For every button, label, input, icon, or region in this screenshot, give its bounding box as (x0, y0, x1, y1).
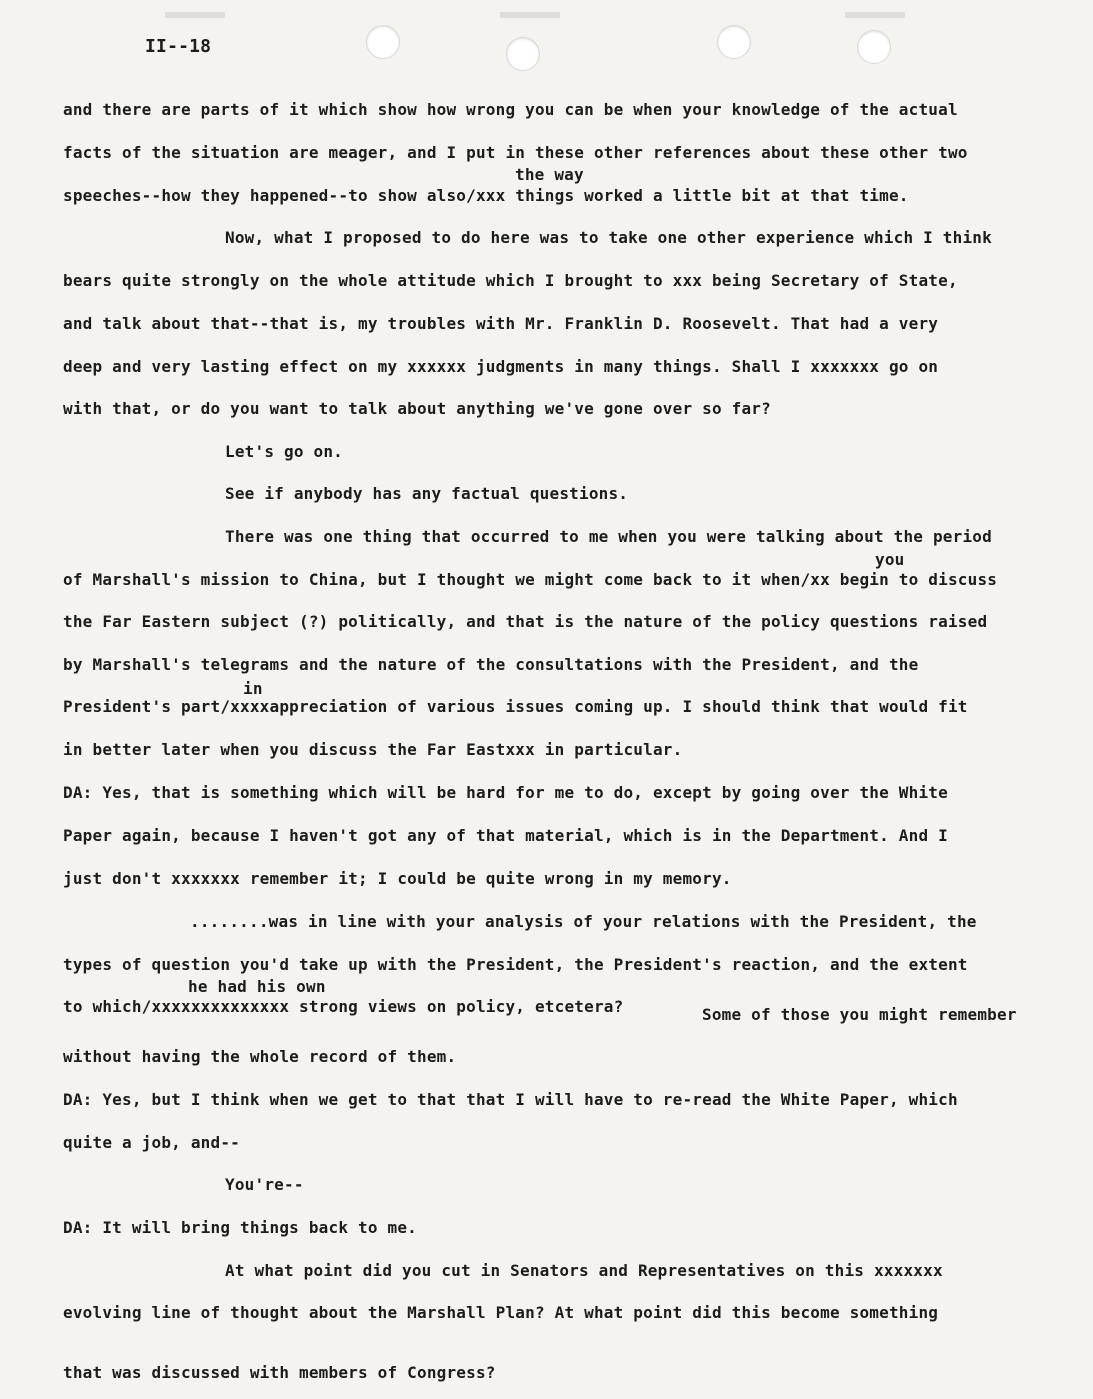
interlinear-insertion: you (875, 550, 905, 569)
text-line: Now, what I proposed to do here was to take one other experience which I think (225, 228, 992, 247)
punch-hole (506, 37, 540, 71)
text-line: DA: Yes, but I think when we get to that that I will have to re-read the White Paper, which (63, 1090, 958, 1109)
text-line: just don't xxxxxxx remember it; I could be quite wrong in my memory. (63, 869, 732, 888)
interlinear-insertion: in (243, 679, 263, 698)
text-line: Paper again, because I haven't got any of that material, which is in the Department. And I (63, 826, 948, 845)
text-line: Some of those you might remember (702, 1005, 1017, 1024)
text-line: the Far Eastern subject (?) politically, and that is the nature of the policy questions raised (63, 612, 988, 631)
text-line: without having the whole record of them. (63, 1047, 457, 1066)
text-line: evolving line of thought about the Marshall Plan? At what point did this become something (63, 1303, 939, 1322)
scan-mark (165, 12, 225, 18)
text-line: by Marshall's telegrams and the nature of the consultations with the President, and the (63, 655, 919, 674)
scan-mark (500, 12, 560, 18)
text-line: deep and very lasting effect on my xxxxxx judgments in many things. Shall I xxxxxxx go on (63, 357, 939, 376)
text-line: and there are parts of it which show how wrong you can be when your knowledge of the actual (63, 100, 958, 119)
interlinear-insertion: the way (515, 165, 584, 184)
scan-mark (845, 12, 905, 18)
text-line: types of question you'd take up with the President, the President's reaction, and the extent (63, 955, 968, 974)
interlinear-insertion: he had his own (188, 977, 326, 996)
text-line: to which/xxxxxxxxxxxxxx strong views on policy, etcetera? (63, 997, 624, 1016)
text-line: that was discussed with members of Congress? (63, 1363, 496, 1382)
text-line: See if anybody has any factual questions. (225, 484, 629, 503)
text-line: There was one thing that occurred to me when you were talking about the period (225, 527, 992, 546)
text-line: DA: It will bring things back to me. (63, 1218, 417, 1237)
text-line: At what point did you cut in Senators and Representatives on this xxxxxxx (225, 1261, 943, 1280)
text-line: Let's go on. (225, 442, 343, 461)
text-line: and talk about that--that is, my troubles with Mr. Franklin D. Roosevelt. That had a very (63, 314, 939, 333)
text-line: You're-- (225, 1175, 304, 1194)
text-line: facts of the situation are meager, and I put in these other references about these other two (63, 143, 968, 162)
text-line: of Marshall's mission to China, but I thought we might come back to it when/xx begin to discuss (63, 570, 998, 589)
text-line: President's part/xxxxappreciation of various issues coming up. I should think that would fit (63, 697, 968, 716)
text-line: in better later when you discuss the Far Eastxxx in particular. (63, 740, 683, 759)
text-line: with that, or do you want to talk about anything we've gone over so far? (63, 399, 771, 418)
text-line: quite a job, and-- (63, 1133, 240, 1152)
page-number: II--18 (145, 36, 212, 57)
punch-hole (857, 30, 891, 64)
text-line: bears quite strongly on the whole attitude which I brought to xxx being Secretary of State, (63, 271, 958, 290)
punch-hole (366, 25, 400, 59)
text-line: ........was in line with your analysis of your relations with the President, the (190, 912, 977, 931)
text-line: speeches--how they happened--to show also/xxx things worked a little bit at that time. (63, 186, 909, 205)
text-line: DA: Yes, that is something which will be hard for me to do, except by going over the White (63, 783, 948, 802)
punch-hole (717, 25, 751, 59)
